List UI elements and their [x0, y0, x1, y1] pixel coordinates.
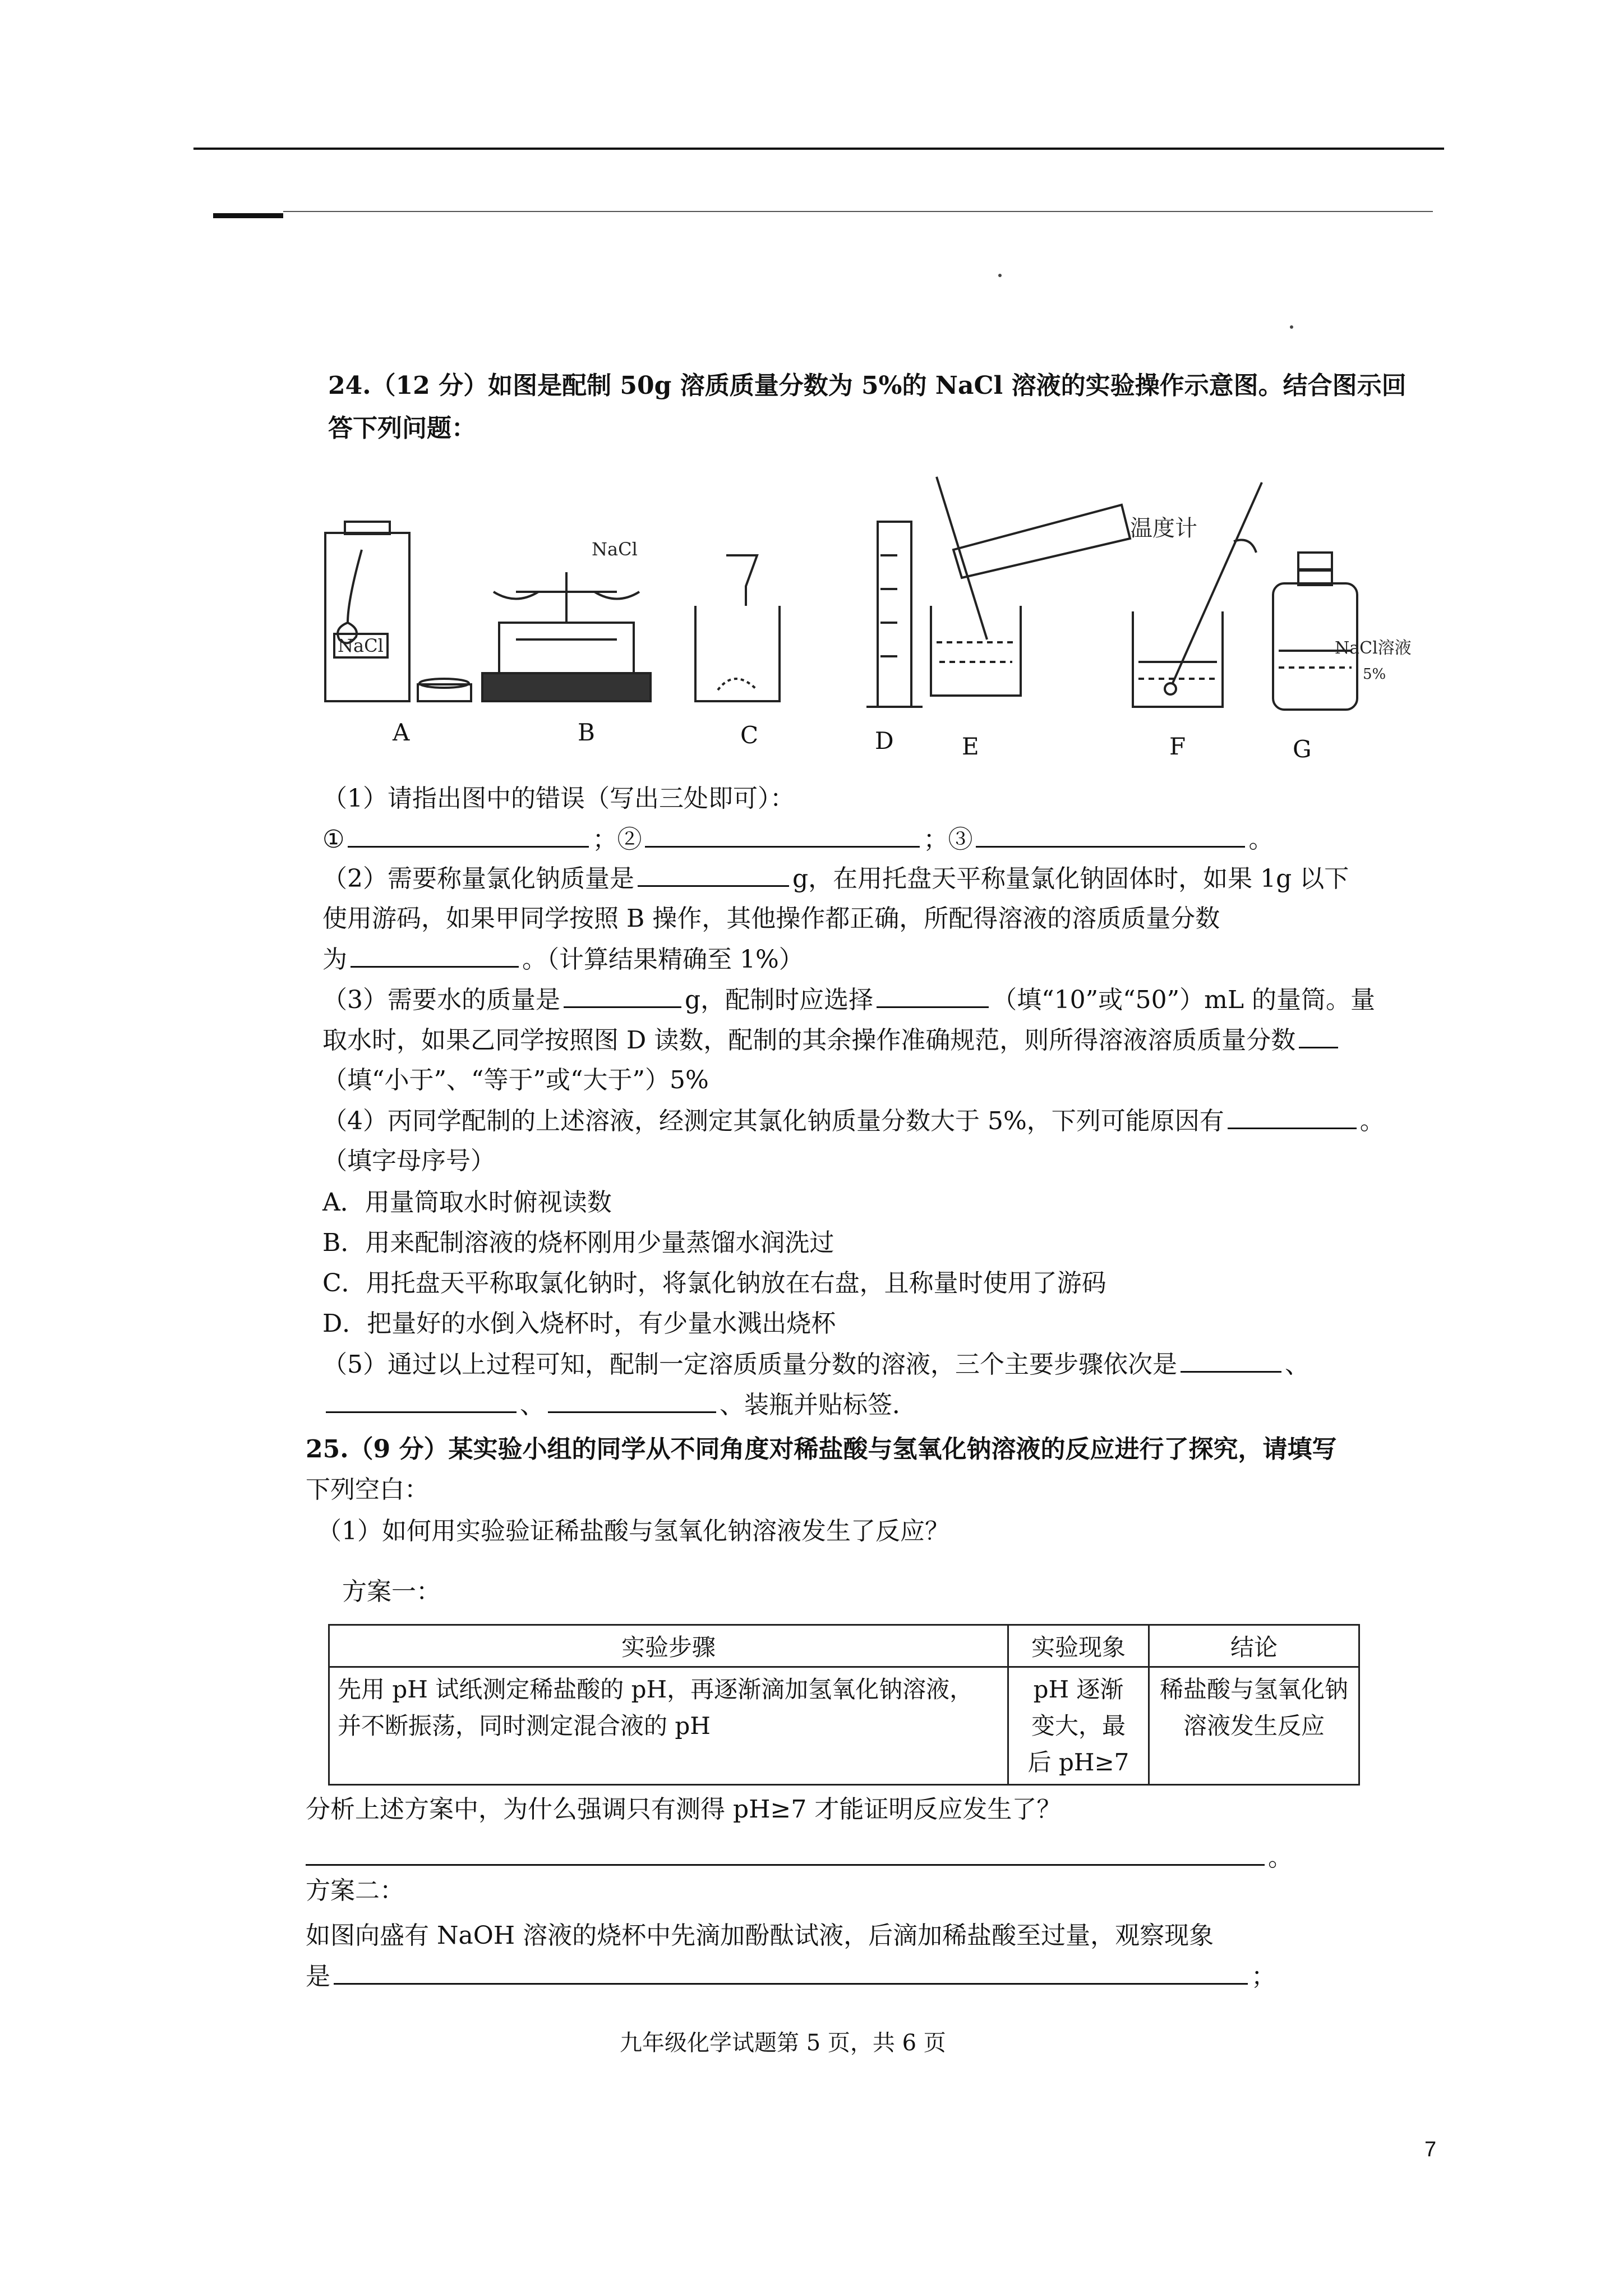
q24-part2-line3: 为 。（计算结果精确至 1%）	[322, 945, 804, 974]
option-a: A．用量筒取水时俯视读数	[322, 1188, 612, 1217]
q24-part1-blanks	[322, 825, 1273, 855]
q24-part5-line2: 、 、装瓶并贴标签．	[322, 1390, 917, 1420]
mark-2: ；②	[592, 825, 642, 854]
plan2-line1: 如图向盛有 NaOH 溶液的烧杯中先滴加酚酞试液，后滴加稀盐酸至过量，观察现象	[306, 1921, 1214, 1950]
header-mark	[213, 213, 283, 218]
label-c: C	[740, 721, 759, 749]
mark-end: 。	[1248, 825, 1274, 854]
page-number: 7	[1424, 2138, 1437, 2161]
blank-fraction-b[interactable]	[351, 945, 519, 968]
blank-analysis[interactable]	[306, 1843, 1265, 1866]
option-b: B．用来配制溶液的烧杯刚用少量蒸馏水润洗过	[322, 1228, 834, 1257]
q24-part3-line1: （3）需要水的质量是 g，配制时应选择 （填“10”或“50”）mL 的量筒。量	[322, 986, 1376, 1014]
nacl-jar-label: NaCl	[338, 635, 384, 656]
q24-part1: （1）请指出图中的错误（写出三处即可）：	[322, 784, 795, 813]
cell-conclusion: 稀盐酸与氢氧化钠 溶液发生反应	[1149, 1667, 1359, 1785]
blank-nacl-mass[interactable]	[638, 864, 789, 887]
label-g: G	[1293, 735, 1312, 763]
mark-3: ；③	[923, 825, 973, 854]
q24-part2-line2: 使用游码，如果甲同学按照 B 操作，其他操作都正确，所配得溶液的溶质质量分数	[322, 904, 1220, 933]
thermometer-label: 温度计	[1130, 516, 1197, 541]
mark-1: ①	[322, 825, 345, 854]
blank-error-3[interactable]	[976, 825, 1245, 848]
bottle-pct: 5%	[1363, 666, 1386, 683]
q24-part4-line2: （填字母序号）	[322, 1147, 495, 1175]
plan1-label: 方案一：	[342, 1577, 441, 1606]
plan2-line2: 是 ；	[306, 1962, 1276, 1991]
blank-error-2[interactable]	[645, 825, 920, 848]
blank-phenomenon[interactable]	[334, 1962, 1248, 1985]
label-f: F	[1169, 733, 1186, 760]
plan2-label: 方案二：	[306, 1876, 404, 1905]
blank-cylinder[interactable]	[877, 985, 989, 1008]
page-footer: 九年级化学试题第 5 页，共 6 页	[620, 2030, 946, 2056]
blank-step-1[interactable]	[1181, 1350, 1281, 1373]
blank-water-mass[interactable]	[564, 985, 681, 1008]
q24-intro-line1: 24.（12 分）如图是配制 50g 溶质质量分数为 5%的 NaCl 溶液的实验操作示意图。结合图示回	[328, 371, 1407, 400]
q24-part3-line2: 取水时，如果乙同学按照图 D 读数，配制的其余操作准确规范，则所得溶液溶质质量分数	[322, 1025, 1341, 1056]
beaker-e	[931, 477, 1130, 696]
reagent-bottle	[1273, 553, 1357, 710]
header-phenomenon: 实验现象	[1008, 1625, 1149, 1667]
label-d: D	[875, 727, 894, 754]
label-a: A	[393, 719, 410, 746]
analysis-question: 分析上述方案中，为什么强调只有测得 pH≥7 才能证明反应发生了？	[306, 1795, 1062, 1824]
label-b: B	[578, 719, 595, 746]
nacl-on-balance: NaCl	[592, 539, 638, 560]
q25-intro-line2: 下列空白：	[306, 1475, 429, 1504]
cylinder-d	[866, 522, 923, 707]
q24-part4-line1: （4）丙同学配制的上述溶液，经测定其氯化钠质量分数大于 5%，下列可能原因有 。	[322, 1107, 1385, 1135]
table-header-row	[329, 1625, 1359, 1667]
blank-reasons[interactable]	[1228, 1106, 1357, 1129]
header-conclusion: 结论	[1149, 1625, 1359, 1667]
experiment-table	[328, 1624, 1360, 1786]
option-c: C．用托盘天平称取氯化钠时，将氯化钠放在右盘，且称量时使用了游码	[322, 1269, 1106, 1297]
header-rule	[193, 148, 1444, 150]
header-rule-2	[283, 211, 1433, 212]
apparatus-figure	[314, 471, 1458, 774]
blank-fraction-d[interactable]	[1299, 1025, 1338, 1048]
label-e: E	[962, 733, 979, 760]
beaker-c	[695, 555, 780, 701]
bottle-label: NaCl溶液	[1335, 638, 1412, 658]
blank-step-2[interactable]	[326, 1390, 517, 1413]
q24-part2-line1: （2）需要称量氯化钠质量是 g，在用托盘天平称量氯化钠固体时，如果 1g 以下	[322, 864, 1349, 893]
q24-intro-line2: 答下列问题：	[328, 414, 476, 443]
header-steps: 实验步骤	[329, 1625, 1008, 1667]
analysis-answer-line: 。	[306, 1843, 1293, 1873]
cell-steps: 先用 pH 试纸测定稀盐酸的 pH，再逐渐滴加氢氧化钠溶液， 并不断振荡，同时测定混合液的 pH	[329, 1667, 1008, 1785]
balance	[482, 572, 651, 701]
nacl-jar	[325, 522, 471, 701]
blank-step-3[interactable]	[548, 1390, 716, 1413]
table-row	[329, 1667, 1359, 1785]
q24-part5-line1: （5）通过以上过程可知，配制一定溶质质量分数的溶液，三个主要步骤依次是 、	[322, 1350, 1310, 1379]
option-d: D．把量好的水倒入烧杯时，有少量水溅出烧杯	[322, 1309, 836, 1338]
q24-part3-line3: （填“小于”、“等于”或“大于”）5%	[322, 1066, 709, 1094]
q25-intro-line1: 25.（9 分）某实验小组的同学从不同角度对稀盐酸与氢氧化钠溶液的反应进行了探究，请填写	[306, 1435, 1337, 1464]
blank-error-1[interactable]	[348, 825, 589, 848]
q25-part1: （1）如何用实验验证稀盐酸与氢氧化钠溶液发生了反应？	[317, 1517, 949, 1545]
cell-phenomenon: pH 逐渐 变大，最 后 pH≥7	[1008, 1667, 1149, 1785]
